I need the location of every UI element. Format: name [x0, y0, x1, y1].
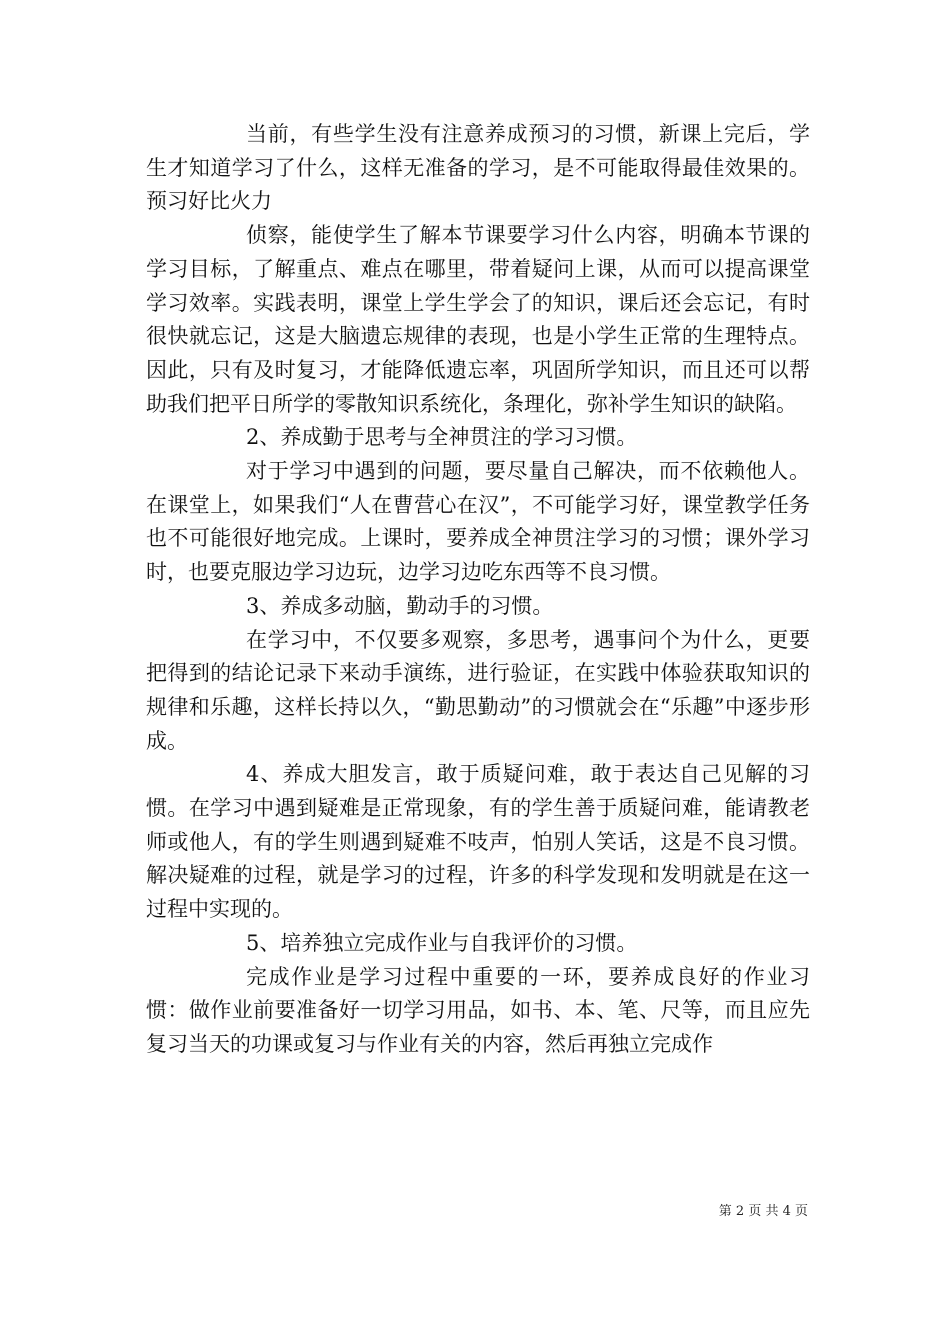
paragraph-hands-on: 在学习中，不仅要多观察，多思考，遇事问个为什么，更要把得到的结论记录下来动手演练，进行验证，在实践中体验获取知识的规律和乐趣，这样长持以久，“勤思勤动”的习惯就会在“乐趣”中逐步形成。	[146, 627, 810, 753]
paragraph-preview-1: 当前，有些学生没有注意养成预习的习惯，新课上完后，学生才知道学习了什么，这样无准备的学习，是不可能取得最佳效果的。预习好比火力	[146, 122, 810, 214]
paragraph-preview-2: 侦察，能使学生了解本节课要学习什么内容，明确本节课的学习目标，了解重点、难点在哪里，带着疑问上课，从而可以提高课堂学习效率。实践表明，课堂上学生学会了的知识，课后还会忘记，有时很快就忘记，这是大脑遗忘规律的表现，也是小学生正常的生理特点。因此，只有及时复习，才能降低遗忘率，巩固所学知识，而且还可以帮助我们把平日所学的零散知识系统化，条理化，弥补学生知识的缺陷。	[146, 223, 810, 416]
section-heading-5: 5、培养独立完成作业与自我评价的习惯。	[246, 930, 638, 955]
section-heading-4: 4、养成大胆发言，敢于质疑问难，敢于表达自己见解的习惯。在学习中遇到疑难是正常现象，有的学生善于质疑问难，能请教老师或他人，有的学生则遇到疑难不吱声，怕别人笑话，这是不良习惯。解决疑难的过程，就是学习的过程，许多的科学发现和发明就是在这一过程中实现的。	[146, 762, 810, 922]
document-body	[146, 118, 810, 1062]
section-heading-2: 2、养成勤于思考与全神贯注的学习习惯。	[246, 425, 638, 450]
page-number-footer: 第 2 页 共 4 页	[718, 1204, 808, 1219]
paragraph-homework: 完成作业是学习过程中重要的一环，要养成良好的作业习惯：做作业前要准备好一切学习用品，如书、本、笔、尺等，而且应先复习当天的功课或复习与作业有关的内容，然后再独立完成作	[146, 964, 810, 1056]
section-heading-3: 3、养成多动脑，勤动手的习惯。	[246, 593, 554, 618]
paragraph-focus: 对于学习中遇到的问题，要尽量自己解决，而不依赖他人。在课堂上，如果我们“人在曹营心在汉”，不可能学习好，课堂教学任务也不可能很好地完成。上课时，要养成全神贯注学习的习惯；课外学习时，也要克服边学习边玩，边学习边吃东西等不良习惯。	[146, 459, 810, 585]
